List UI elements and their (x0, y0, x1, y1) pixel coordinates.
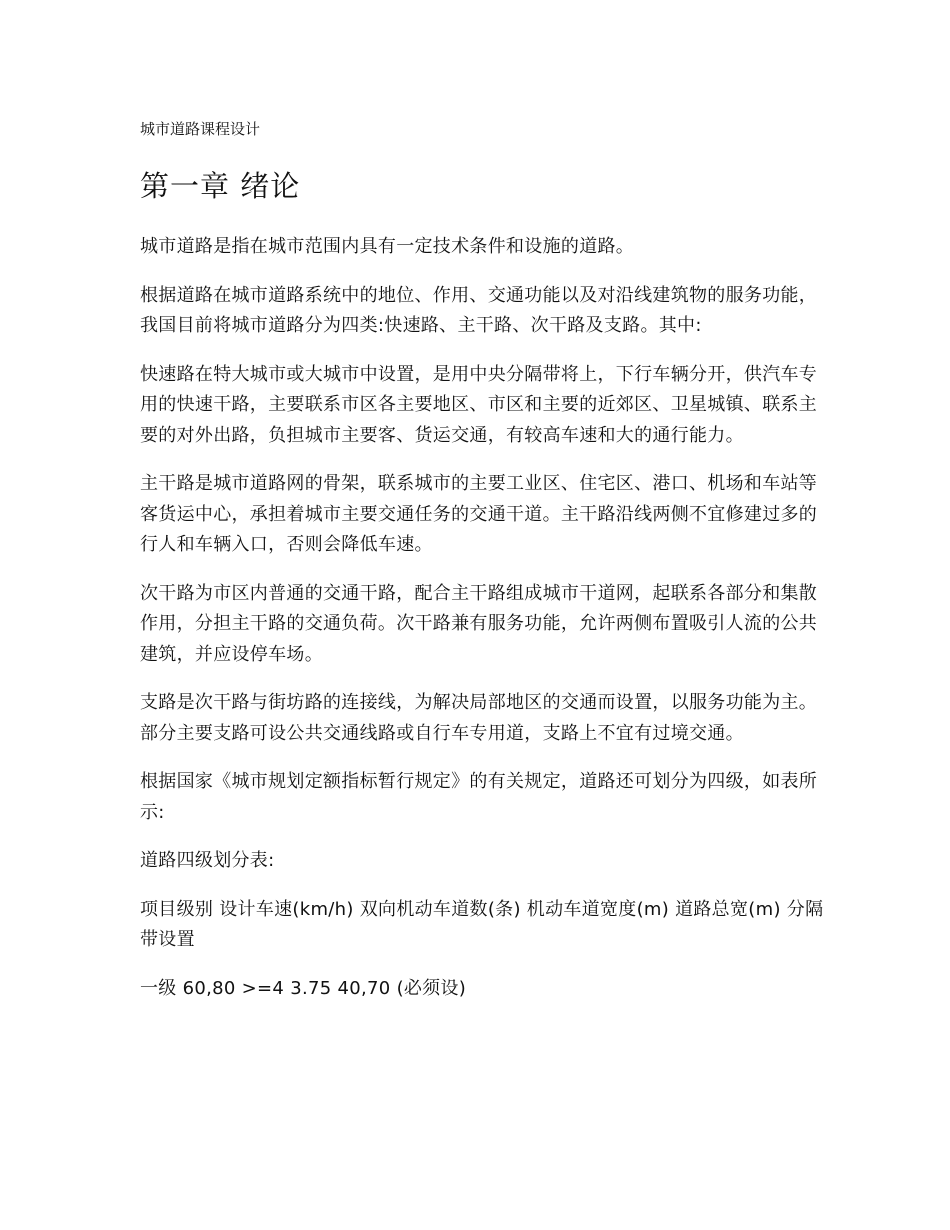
paragraph-classification: 根据道路在城市道路系统中的地位、作用、交通功能以及对沿线建筑物的服务功能，我国目前将城市道路分为四类:快速路、主干路、次干路及支路。其中: (140, 284, 818, 336)
paragraph-branch-road: 支路是次干路与街坊路的连接线，为解决局部地区的交通而设置，以服务功能为主。部分主要支路可设公共交通线路或自行车专用道，支路上不宜有过境交通。 (140, 692, 818, 744)
chapter-title: 第一章 绪论 (140, 169, 301, 203)
running-header: 城市道路课程设计 (140, 120, 261, 138)
paragraph-definition: 城市道路是指在城市范围内具有一定技术条件和设施的道路。 (140, 236, 635, 257)
paragraph-table-header: 项目级别 设计车速(km/h) 双向机动车道数(条) 机动车道宽度(m) 道路总宽(m) 分隔带设置 (140, 898, 824, 950)
paragraph-arterial-road: 主干路是城市道路网的骨架，联系城市的主要工业区、住宅区、港口、机场和车站等客货运中心，承担着城市主要交通任务的交通干道。主干路沿线两侧不宜修建过多的行人和车辆入口，否则会降低车速。 (140, 473, 818, 555)
paragraph-secondary-road: 次干路为市区内普通的交通干路，配合主干路组成城市干道网，起联系各部分和集散作用，分担主干路的交通负荷。次干路兼有服务功能，允许两侧布置吸引人流的公共建筑，并应设停车场。 (140, 582, 818, 665)
paragraph-expressway: 快速路在特大城市或大城市中设置，是用中央分隔带将上，下行车辆分开，供汽车专用的快速干路，主要联系市区各主要地区、市区和主要的近郊区、卫星城镇、联系主要的对外出路，负担城市主要客、货运交通，有较高车速和大的通行能力。 (140, 363, 818, 446)
document-page (140, 118, 830, 1022)
paragraph-table-row-1: 一级 60,80 >=4 3.75 40,70 (必须设) (140, 977, 467, 999)
paragraph-table-caption: 道路四级划分表: (140, 850, 275, 871)
paragraph-national-standard: 根据国家《城市规划定额指标暂行规定》的有关规定，道路还可划分为四级，如表所示: (140, 771, 818, 823)
